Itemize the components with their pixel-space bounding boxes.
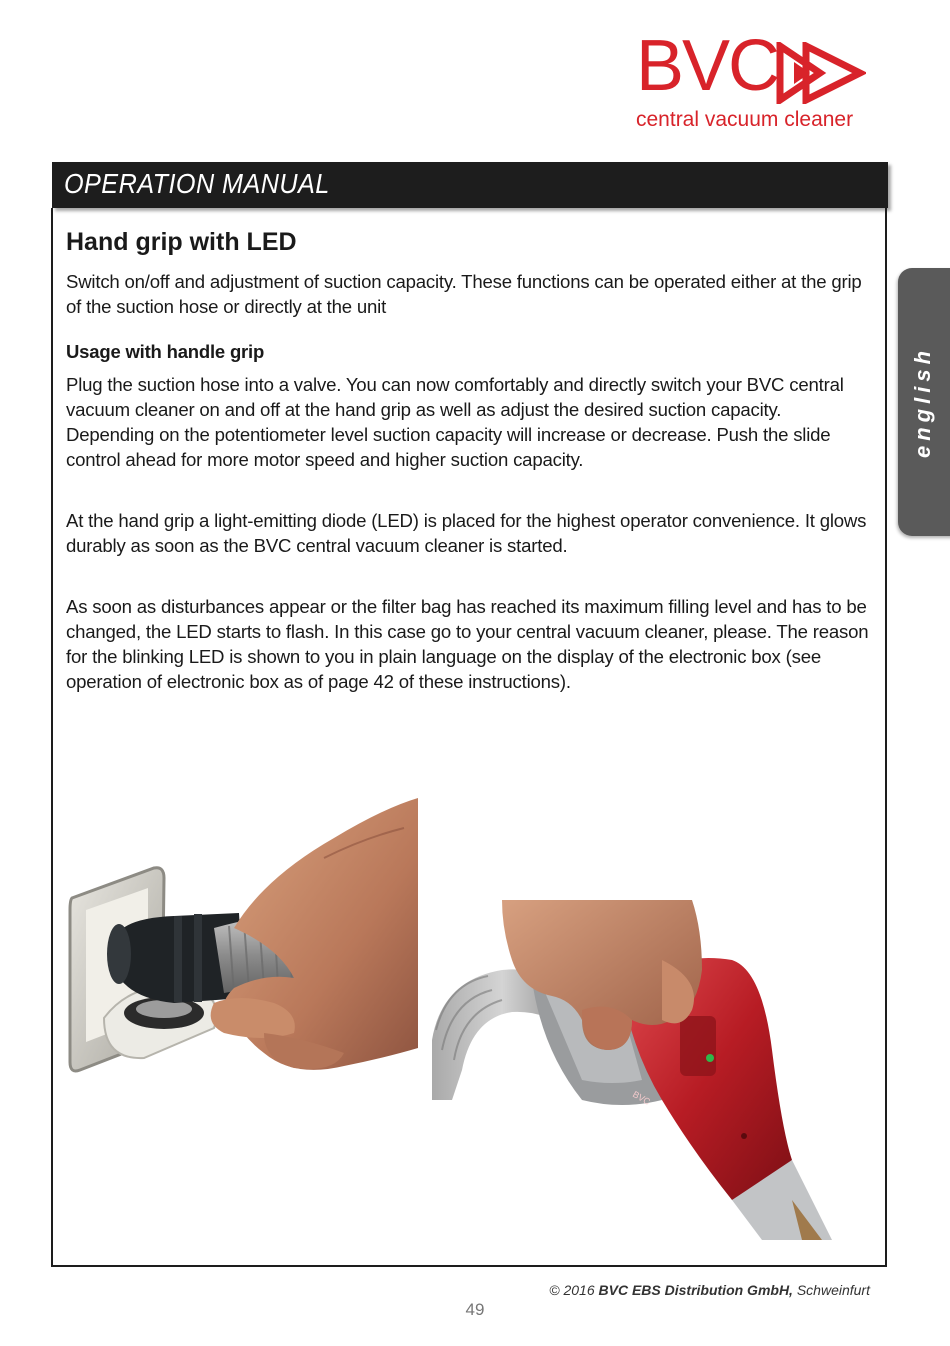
paragraph-usage: Plug the suction hose into a valve. You can now comfortably and directly switch your BVC central vacuum cleaner on and off at the hand grip as well as adjust the desired suction capacity. Depending on the potentiometer level suction capacity will increase or decrease. Push the slide control ahead for more motor speed and higher suction capacity. — [66, 374, 844, 470]
logo-tagline: central vacuum cleaner — [636, 108, 854, 131]
section-title: Hand grip with LED — [66, 228, 297, 256]
page-number: 49 — [465, 1300, 485, 1319]
company-name: BVC EBS Distribution GmbH, — [598, 1282, 793, 1298]
bvc-logo — [636, 26, 876, 135]
svg-text:BVC: BVC — [631, 1089, 653, 1107]
red-grip-photo-illustration — [432, 900, 848, 1240]
logo-letters: BVC — [636, 26, 779, 106]
paragraph-led: At the hand grip a light-emitting diode (LED) is placed for the highest operator convenience. It glows durably as soon as the BVC central vacuum cleaner is started. — [66, 510, 867, 556]
logo-play-arrows-icon — [776, 42, 866, 104]
page-header-title: OPERATION MANUAL — [64, 168, 330, 199]
company-city: Schweinfurt — [792, 1282, 870, 1298]
photo-wall-valve — [64, 798, 418, 1108]
copyright-prefix: © 2016 — [549, 1282, 599, 1298]
photo-red-grip — [432, 900, 848, 1240]
language-tab-label: english — [910, 345, 935, 459]
footer-copyright — [549, 1282, 870, 1298]
wall-valve-photo-illustration — [64, 798, 418, 1108]
intro-paragraph: Switch on/off and adjustment of suction capacity. These functions can be operated either at the grip of the suction hose or directly at the unit — [66, 271, 862, 317]
paragraph-flash: As soon as disturbances appear or the filter bag has reached its maximum filling level and has to be changed, the LED starts to flash. In this case go to your central vacuum cleaner, please. The reason for the blinking LED is shown to you in plain language on the display of the electronic box (see operation of electronic box as of page 42 of these instructions). — [66, 596, 869, 692]
section-content — [66, 228, 874, 694]
header-bar — [52, 162, 888, 208]
language-tab[interactable] — [898, 268, 950, 536]
subheading: Usage with handle grip — [66, 341, 265, 362]
